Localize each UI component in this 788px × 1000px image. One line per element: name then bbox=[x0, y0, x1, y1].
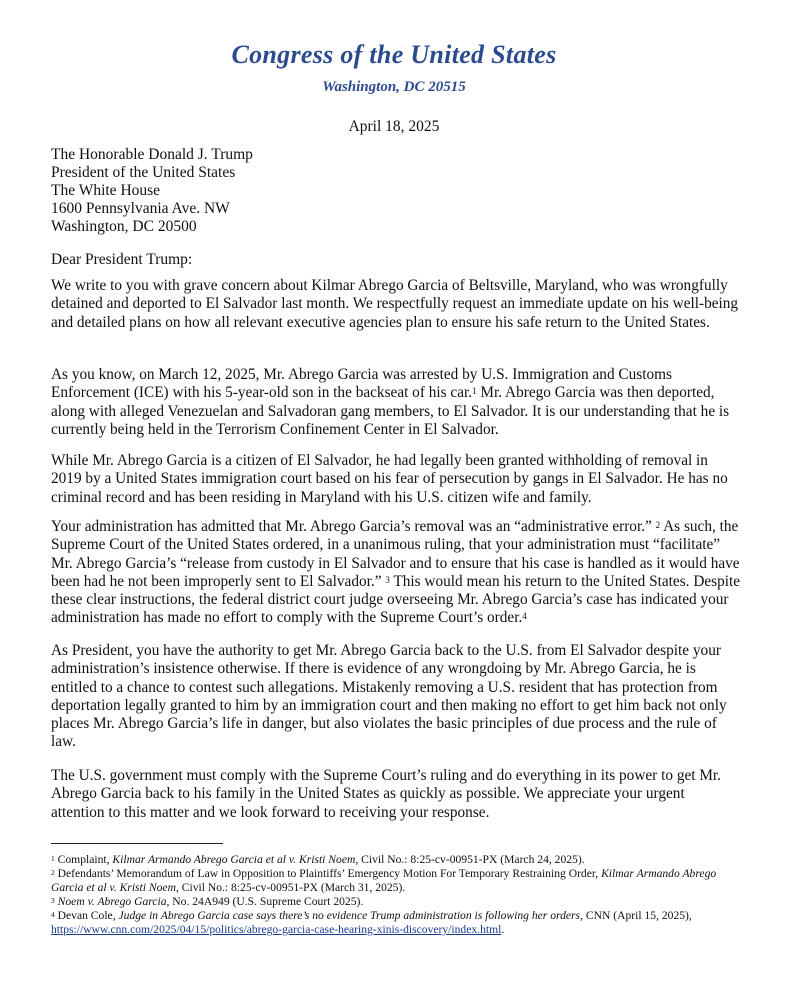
footnote-number: 1 bbox=[51, 854, 55, 863]
article-title: Judge in Abrego Garcia case says there’s no evidence Trump administration is following her orders bbox=[118, 909, 581, 922]
footnote-number: 2 bbox=[51, 868, 55, 877]
letterhead-title: Congress of the United States bbox=[231, 40, 557, 69]
body-paragraph-3: While Mr. Abrego Garcia is a citizen of El Salvador, he had legally been granted withholding of removal in 2019 by a United States immigration court based on his fear of persecution by gangs in El Salvador. He has no criminal record and has been residing in Maryland with his U.S. citizen wife and family. bbox=[51, 452, 728, 506]
recipient-line: The Honorable Donald J. Trump bbox=[51, 146, 253, 163]
footnote-text: Defendants’ Memorandum of Law in Opposition to Plaintiffs’ Emergency Motion For Temporary Restraining Order, bbox=[54, 867, 602, 880]
footnote-ref: 2 bbox=[655, 520, 661, 530]
footnote-divider bbox=[51, 843, 223, 844]
paragraph-text: Your administration has admitted that Mr. Abrego Garcia’s removal was an “administrative error.” bbox=[51, 518, 652, 535]
recipient-line: Washington, DC 20500 bbox=[51, 218, 197, 235]
case-name: Noem v. Abrego Garcia bbox=[57, 895, 167, 908]
footnote-text: , Civil No.: 8:25-cv-00951-PX (March 31, 2025). bbox=[175, 881, 406, 894]
footnote-ref: 3 bbox=[385, 574, 390, 585]
footnote-text: , CNN (April 15, 2025), bbox=[580, 909, 692, 922]
paragraph-text: As you know, on March 12, 2025, Mr. Abrego Garcia was arrested by U.S. Immigration and Customs Enforcement (ICE) with his 5-year-old son in the backseat of his car. bbox=[51, 366, 672, 402]
footnote-ref: 4 bbox=[522, 611, 527, 622]
body-paragraph-5: As President, you have the authority to get Mr. Abrego Garcia back to the U.S. from El Salvador despite your administration’s insistence otherwise. If there is evidence of any wrongdoing by Mr. Abrego Garcia, he is entitled to a chance to contest such allegations. Mistakenly removing a U.S. resident that has protection from deportation legally granted to him by an immigration court and then making no effort to get him back not only places Mr. Abrego Garcia’s life in danger, but also violates the basic principles of due process and the rule of law. bbox=[51, 642, 727, 751]
body-paragraph-1: We write to you with grave concern about Kilmar Abrego Garcia of Beltsville, Maryland, who was wrongfully detained and deported to El Salvador last month. We respectfully request an immediate update on his well-being and detailed plans on how all relevant executive agencies plan to ensure his safe return to the United States. bbox=[51, 277, 739, 331]
footnote-1 bbox=[51, 853, 741, 867]
paragraph-text: As such, the Supreme Court of the United States ordered, in a unanimous ruling, that your administration must “facilitate” Mr. Abrego Garcia’s “release from custody in El Salvador and to ensure that his case is handled as it would have been had he not been improperly sent to El Salvador.” bbox=[51, 518, 740, 590]
body-paragraph-4 bbox=[51, 518, 741, 628]
recipient-line: President of the United States bbox=[51, 164, 236, 181]
footnote-ref: 1 bbox=[472, 386, 477, 397]
letter-date: April 18, 2025 bbox=[348, 118, 440, 135]
footnote-number: 4 bbox=[51, 910, 55, 919]
recipient-line: 1600 Pennsylvania Ave. NW bbox=[51, 200, 230, 217]
letterhead-city: Washington, DC 20515 bbox=[322, 79, 466, 95]
footnote-text: Devan Cole, bbox=[54, 909, 119, 922]
body-paragraph-2 bbox=[51, 366, 741, 439]
salutation: Dear President Trump: bbox=[51, 251, 193, 268]
footnote-text: , Civil No.: 8:25-cv-00951-PX (March 24, 2025). bbox=[355, 853, 585, 866]
footnote-text: , No. 24A949 (U.S. Supreme Court 2025). bbox=[166, 895, 364, 908]
footnote-number: 3 bbox=[51, 896, 55, 905]
footnote-3 bbox=[51, 895, 741, 909]
case-name: Kilmar Armando Abrego Garcia et al v. Kristi Noem bbox=[112, 853, 356, 866]
case-name: Kilmar Armando Abrego Garcia et al v. Kristi Noem bbox=[51, 867, 717, 894]
footnote-text: . bbox=[501, 923, 505, 936]
paragraph-text: This would mean his return to the United States. Despite these clear instructions, the federal district court judge overseeing Mr. Abrego Garcia’s case has indicated your administration has made no effort to comply with the Supreme Court’s order. bbox=[51, 572, 741, 627]
body-paragraph-6: The U.S. government must comply with the Supreme Court’s ruling and do everything in its power to get Mr. Abrego Garcia back to his family in the United States as quickly as possible. We appreciate your urgent attention to this matter and we look forward to receiving your response. bbox=[51, 767, 722, 821]
paragraph-text: Mr. Abrego Garcia was then deported, along with alleged Venezuelan and Salvadoran gang members, to El Salvador. It is our understanding that he is currently being held in the Terrorism Confinement Center in El Salvador. bbox=[51, 384, 730, 438]
cnn-article-link[interactable]: https://www.cnn.com/2025/04/15/politics/abrego-garcia-case-hearing-xinis-discovery/index.html bbox=[51, 923, 502, 936]
footnote-2 bbox=[51, 867, 741, 895]
recipient-address bbox=[51, 146, 253, 236]
recipient-line: The White House bbox=[51, 182, 161, 199]
footnote-4 bbox=[51, 909, 741, 937]
footnote-text: Complaint, bbox=[54, 853, 113, 866]
